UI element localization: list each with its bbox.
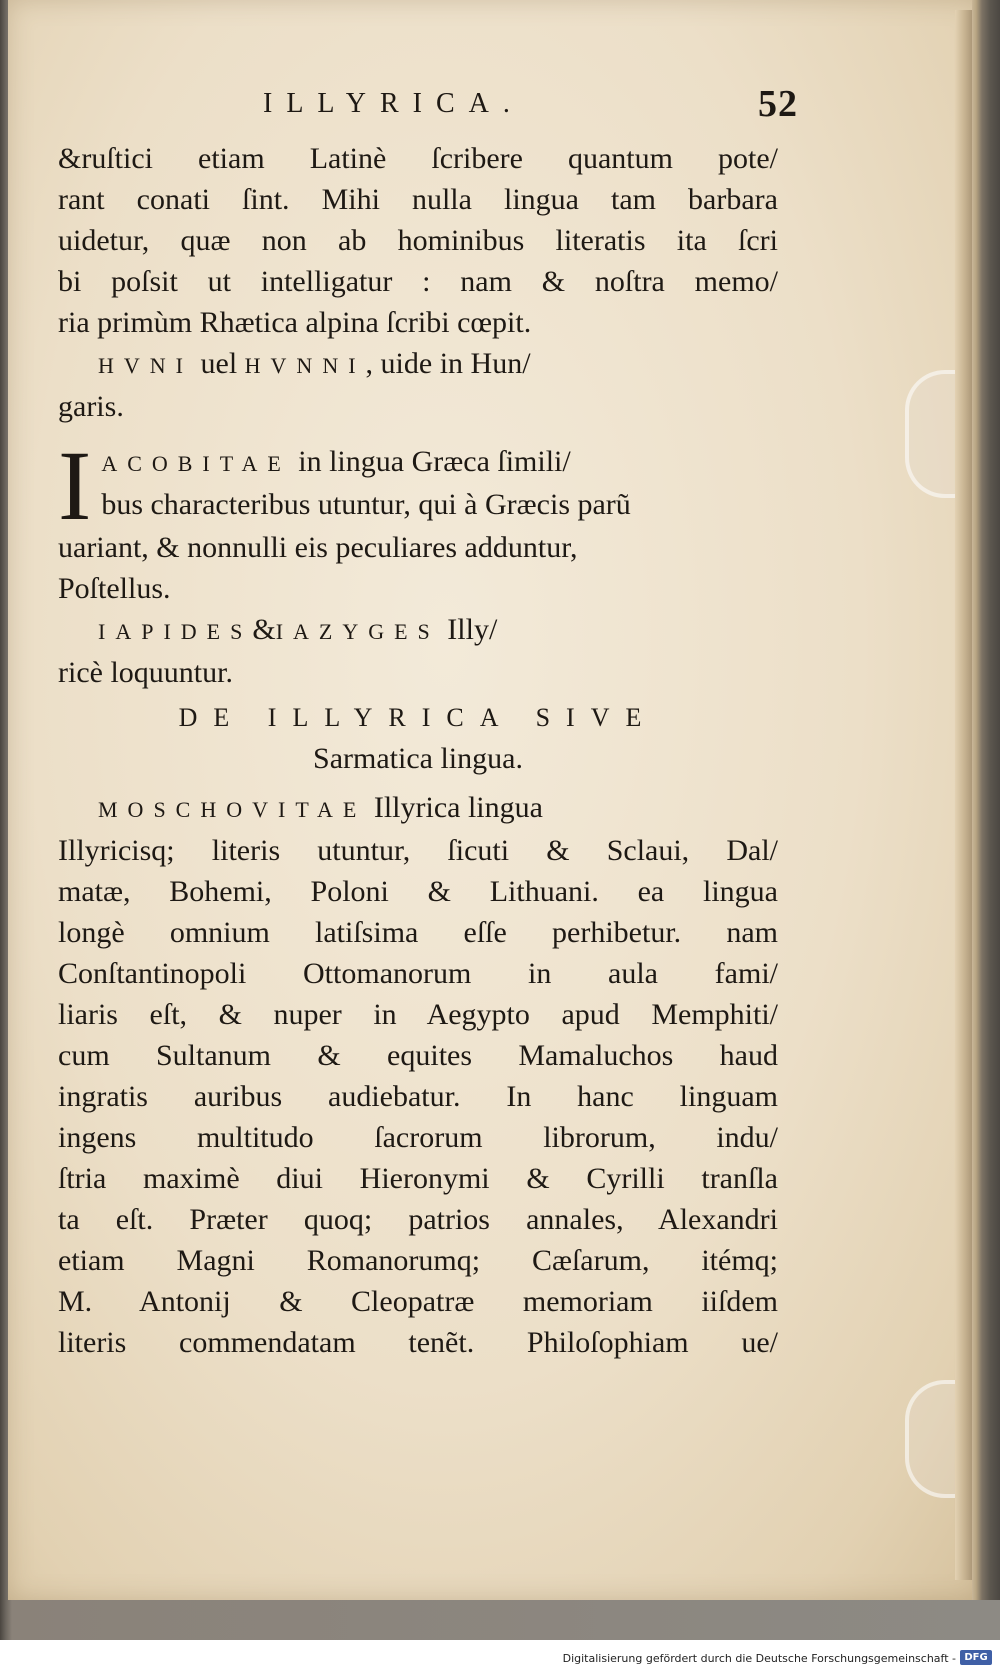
text-line: uidetur, quæ non ab hominibus literatis ita ſcri [58,224,778,257]
text-line: cum Sultanum & equites Mamaluchos haud [58,1039,778,1072]
book-binding-edge [972,0,1000,1600]
text-fragment: Illy/ [439,613,498,646]
page-fore-edge [955,10,973,1580]
entry-huni-line1 [58,343,778,386]
page-clip-bottom [905,1380,955,1498]
entry-moschovitae-line1 [58,787,778,830]
text-line: ingens multitudo ſacrorum librorum, indu/ [58,1121,778,1154]
text-line: M. Antonij & Cleopatræ memoriam iiſdem [58,1285,778,1318]
text-fragment: Illyrica lingua [366,791,543,824]
drop-cap: I [58,430,92,541]
dfg-logo: DFG [960,1650,992,1665]
smallcaps-iazyges: IAZYGES [275,619,440,644]
text-line: Poſtellus. [58,572,171,605]
running-title: ILLYRICA. [263,88,524,119]
text-line: ingratis auribus audiebatur. In hanc linguam [58,1080,778,1113]
text-line: ria primùm Rhætica alpina ſcribi cœpit. [58,306,532,339]
funding-credit: Digitalisierung gefördert durch die Deutsche Forschungsgemeinschaft - [562,1652,956,1665]
text-line: ricè loquuntur. [58,656,233,689]
text-line: etiam Magni Romanorumq; Cæſarum, itémq; [58,1244,778,1277]
text-line: uariant, & nonnulli eis peculiares adduntur, [58,531,578,564]
page-clip-top [905,370,955,498]
text-fragment: & [252,613,276,646]
running-head [58,83,798,128]
text-line: bi poſsit ut intelligatur : nam & noſtra memo/ [58,265,778,298]
text-line: Illyricisq; literis utuntur, ſicuti & Sclaui, Dal/ [58,834,778,867]
entry-huni-line2: garis. [58,390,124,423]
text-fragment: , uide in Hun/ [365,347,531,380]
entry-iacobitae [58,430,778,609]
smallcaps-huni: HVNI [98,353,193,378]
text-line: liaris eſt, & nuper in Aegypto apud Memphiti/ [58,998,778,1031]
text-line: ta eſt. Præter quoq; patrios annales, Alexandri [58,1203,778,1236]
smallcaps-hunni: HVNNI [244,353,366,378]
folio-number: 52 [758,83,798,125]
text-line: rant conati ſint. Mihi nulla lingua tam barbara [58,183,778,216]
section-heading: DE ILLYRICA SIVE [178,703,658,732]
text-line: bus characteribus utuntur, qui à Græcis parũ [101,488,631,521]
text-line: matæ, Bohemi, Poloni & Lithuani. ea lingua [58,875,778,908]
text-line: Conſtantinopoli Ottomanorum in aula fami/ [58,957,778,990]
text-fragment: in lingua Græca ſimili/ [290,445,571,478]
text-line: literis commendatam tenẽt. Philoſophiam ue/ [58,1326,778,1359]
smallcaps-moschovitae: MOSCHOVITAE [98,797,367,822]
text-fragment: uel [193,347,245,380]
smallcaps-iacobitae: ACOBITAE [101,451,291,476]
digitization-footer [0,1640,1000,1676]
page-text [58,138,778,1363]
text-line: longè omnium latiſsima eſſe perhibetur. nam [58,916,778,949]
section-subheading: Sarmatica lingua. [313,742,523,775]
entry-iapides-line1 [58,609,778,652]
smallcaps-iapides: IAPIDES [98,619,253,644]
text-line: &ruſtici etiam Latinè ſcribere quantum pote/ [58,142,778,175]
entry-iacobitae-line1 [58,441,778,484]
text-line: ſtria maximè diui Hieronymi & Cyrilli tranſla [58,1162,778,1195]
